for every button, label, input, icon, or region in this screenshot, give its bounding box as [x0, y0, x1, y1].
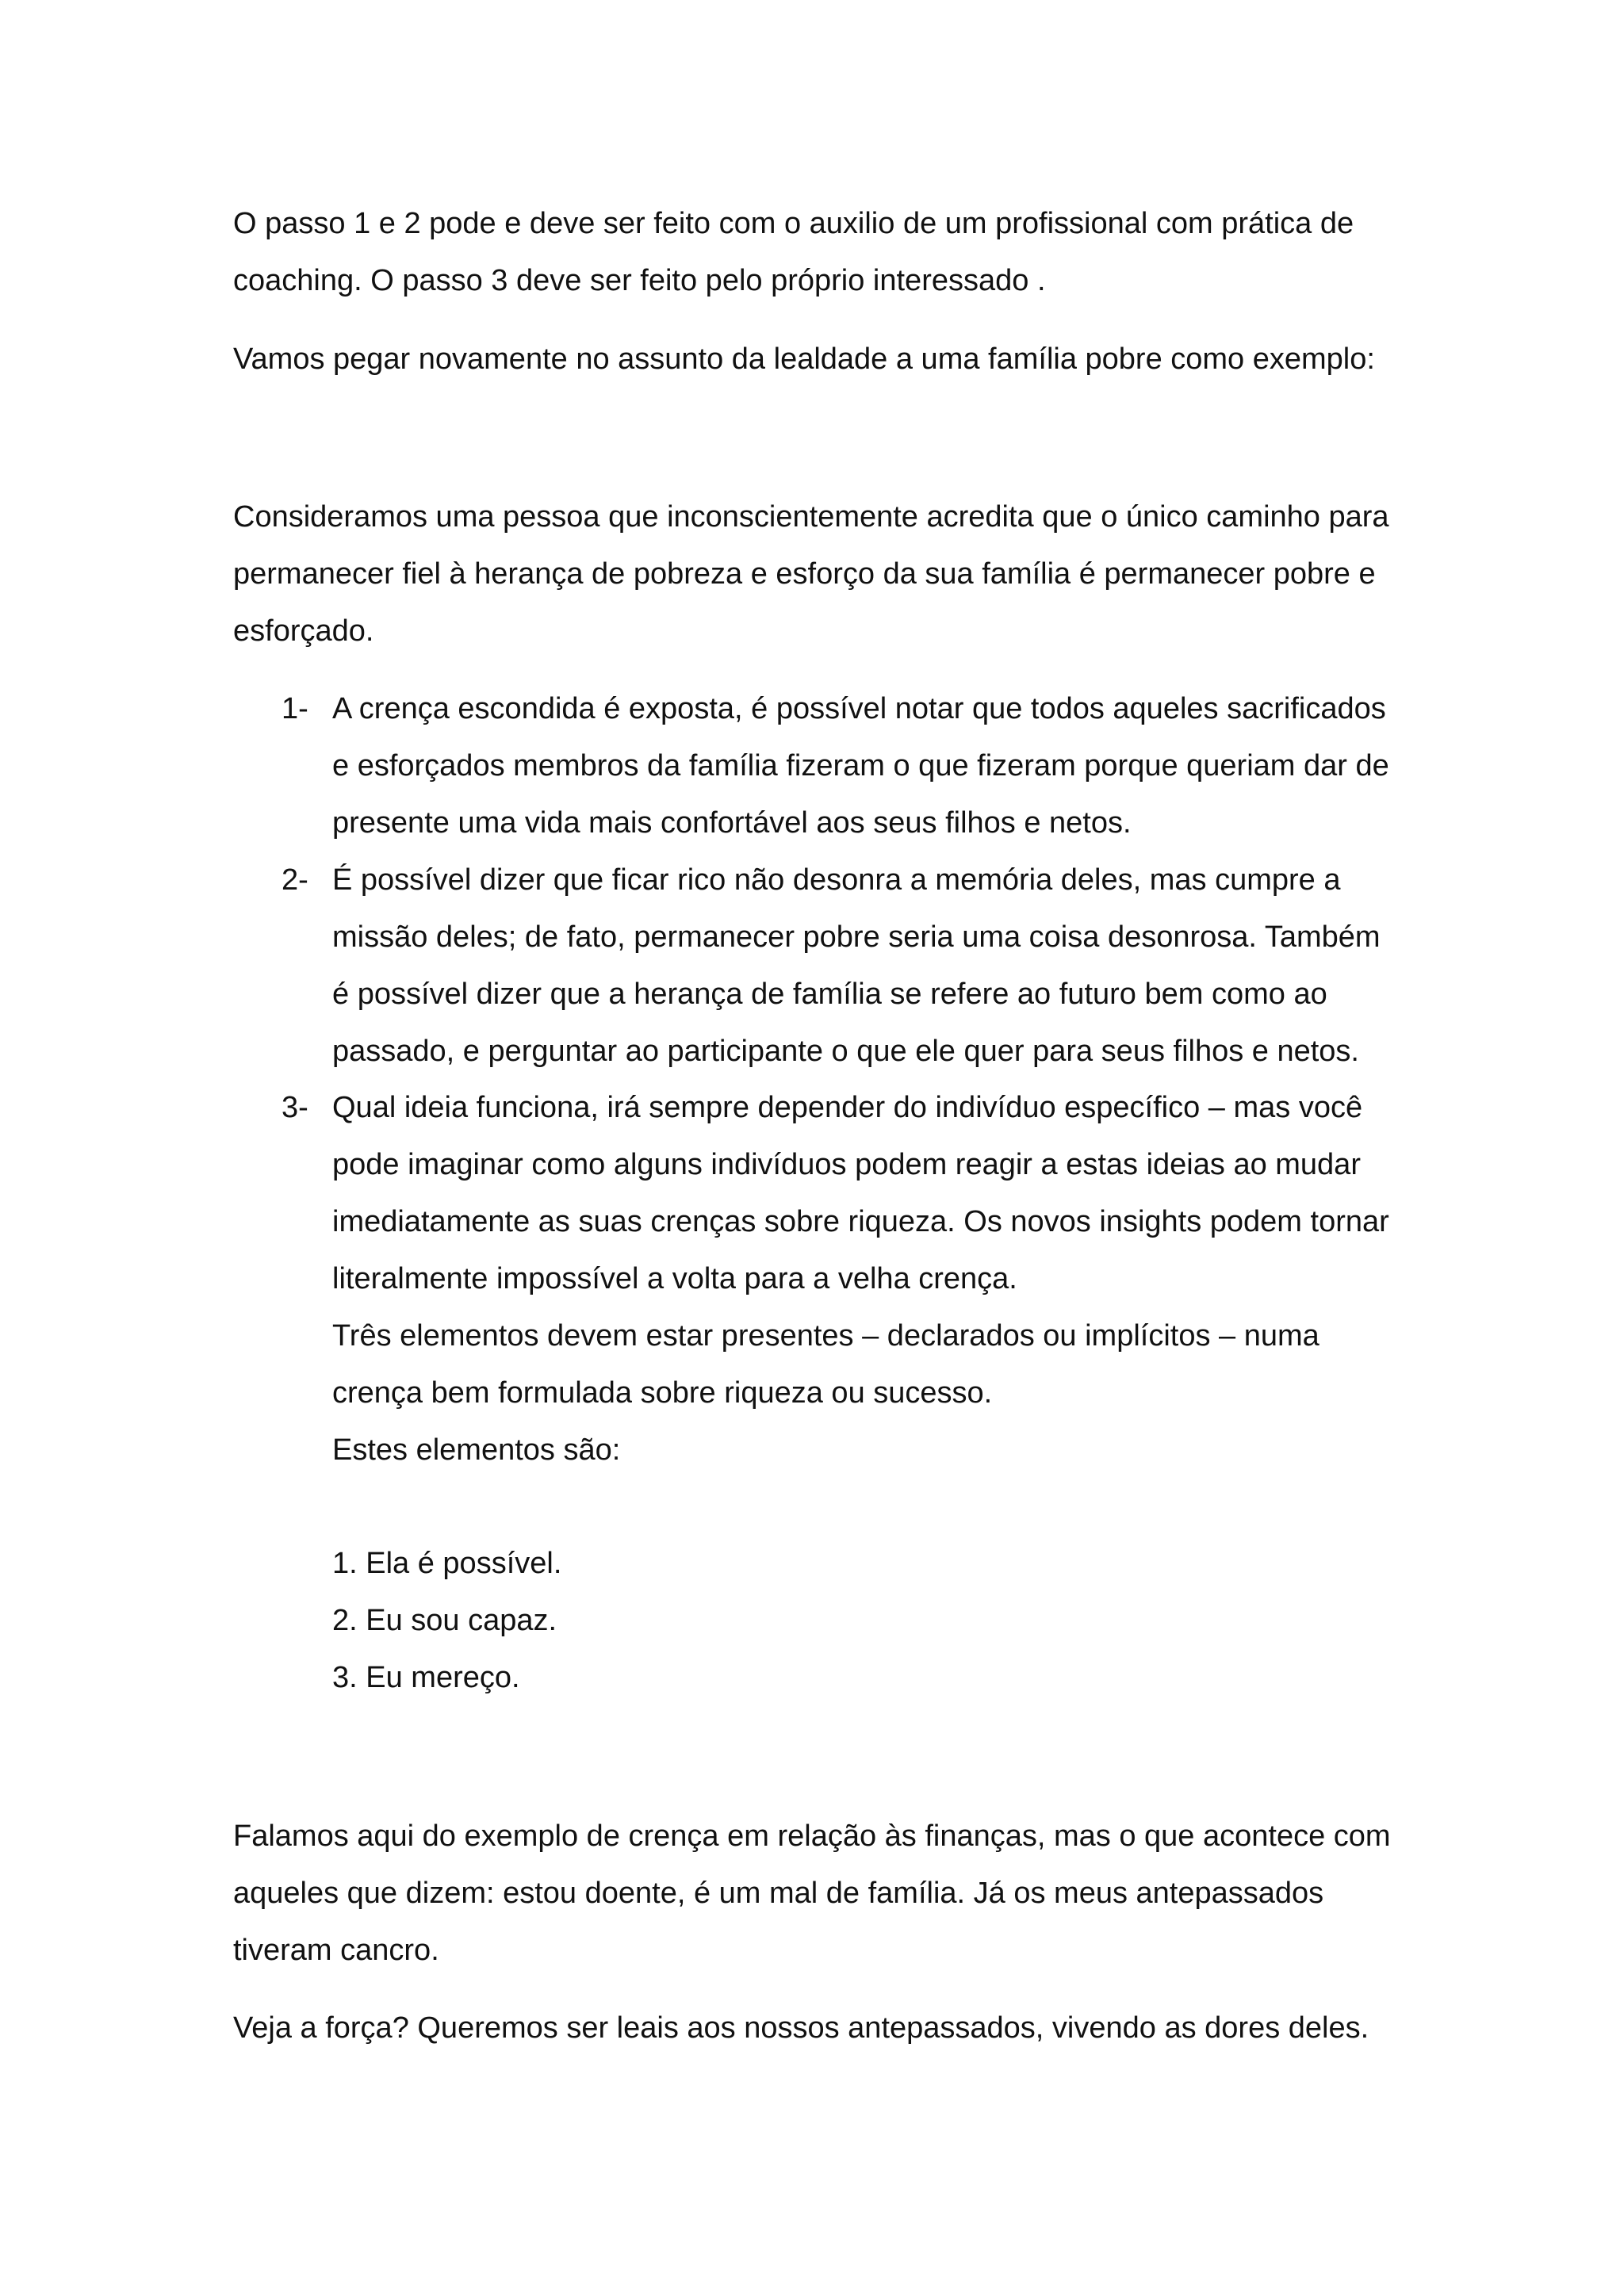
list-item-number: 3-: [282, 1091, 308, 1124]
list-item-number: 2-: [282, 863, 308, 897]
text-line: Veja a força? Queremos ser leais aos nossos antepassados, vivendo as dores deles.: [233, 2011, 1369, 2045]
list-item-line: passado, e perguntar ao participante o que ele quer para seus filhos e netos.: [332, 1035, 1359, 1068]
list-item-line: presente uma vida mais confortável aos seus filhos e netos.: [332, 806, 1132, 840]
list-item-line: É possível dizer que ficar rico não desonra a memória deles, mas cumpre a: [332, 863, 1341, 897]
text-line: esforçado.: [233, 614, 374, 648]
list-item-line: pode imaginar como alguns indivíduos podem reagir a estas ideias ao mudar: [332, 1148, 1361, 1181]
text-line: coaching. O passo 3 deve ser feito pelo próprio interessado .: [233, 264, 1046, 297]
element-item: 1. Ela é possível.: [332, 1547, 562, 1580]
list-item-line: Estes elementos são:: [332, 1433, 621, 1467]
list-item-line: Qual ideia funciona, irá sempre depender do indivíduo específico – mas você: [332, 1091, 1363, 1124]
list-item-number: 1-: [282, 692, 308, 725]
list-item-line: crença bem formulada sobre riqueza ou sucesso.: [332, 1376, 993, 1410]
text-line: Vamos pegar novamente no assunto da lealdade a uma família pobre como exemplo:: [233, 342, 1375, 376]
text-line: Falamos aqui do exemplo de crença em relação às finanças, mas o que acontece com: [233, 1820, 1391, 1853]
list-item-line: literalmente impossível a volta para a velha crença.: [332, 1262, 1017, 1295]
list-item-line: e esforçados membros da família fizeram o que fizeram porque queriam dar de: [332, 749, 1389, 783]
list-item-line: A crença escondida é exposta, é possível notar que todos aqueles sacrificados: [332, 692, 1386, 725]
element-item: 3. Eu mereço.: [332, 1661, 520, 1694]
text-line: O passo 1 e 2 pode e deve ser feito com o auxilio de um profissional com prática de: [233, 207, 1354, 240]
text-line: tiveram cancro.: [233, 1934, 439, 1967]
list-item-line: imediatamente as suas crenças sobre riqueza. Os novos insights podem tornar: [332, 1205, 1389, 1238]
element-item: 2. Eu sou capaz.: [332, 1604, 557, 1637]
list-item-line: é possível dizer que a herança de família se refere ao futuro bem como ao: [332, 978, 1327, 1011]
text-line: Consideramos uma pessoa que inconscientemente acredita que o único caminho para: [233, 500, 1389, 534]
text-line: permanecer fiel à herança de pobreza e esforço da sua família é permanecer pobre e: [233, 557, 1376, 591]
list-item-line: missão deles; de fato, permanecer pobre seria uma coisa desonrosa. Também: [332, 920, 1381, 954]
list-item-line: Três elementos devem estar presentes – declarados ou implícitos – numa: [332, 1319, 1320, 1353]
text-line: aqueles que dizem: estou doente, é um mal de família. Já os meus antepassados: [233, 1877, 1324, 1910]
